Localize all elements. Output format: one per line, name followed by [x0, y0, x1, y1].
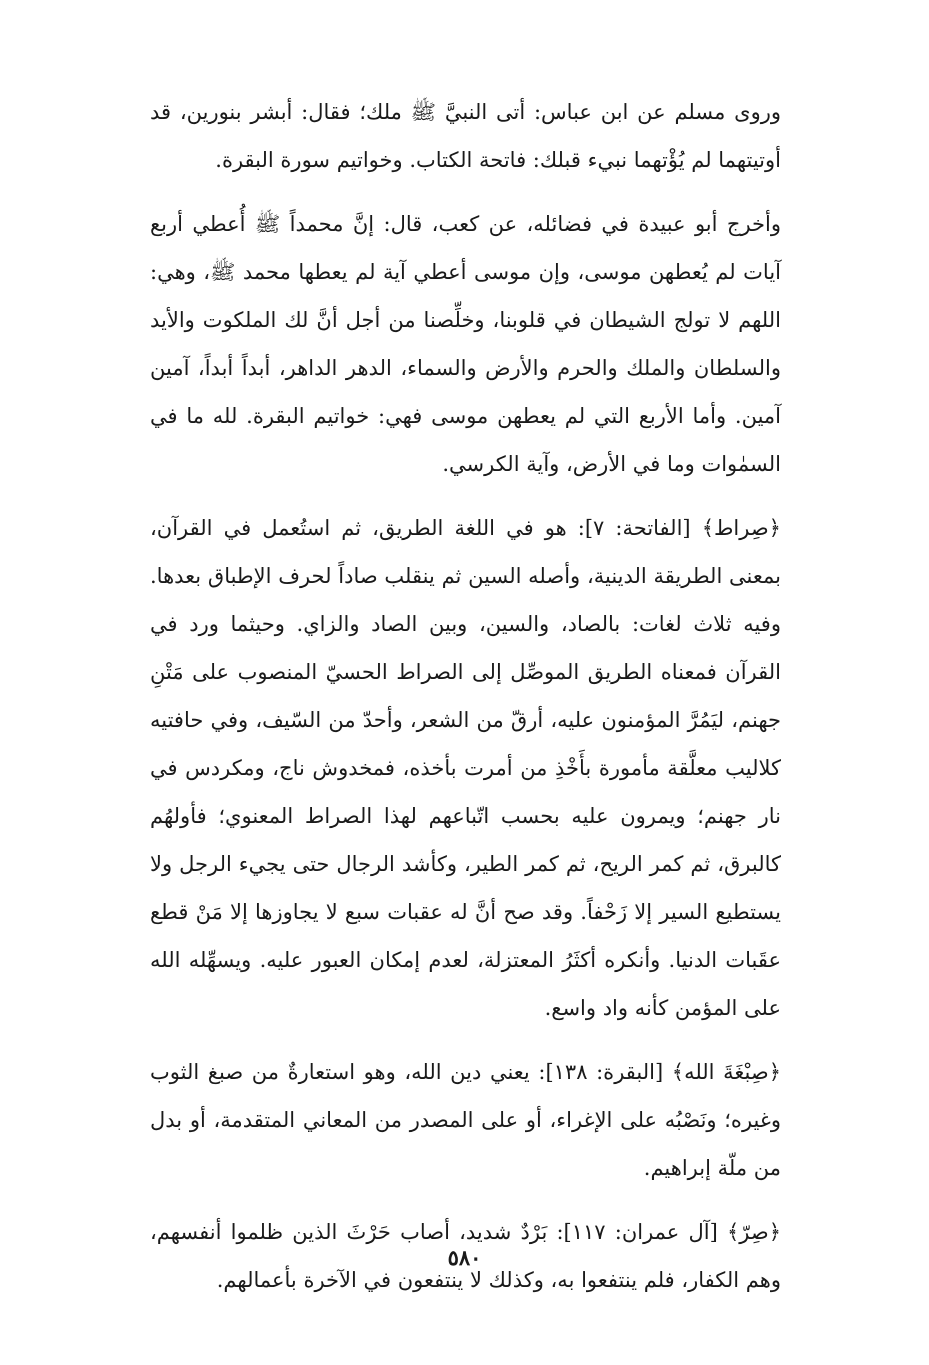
paragraph-sirat: ﴿صِراط﴾ [الفاتحة: ٧]: هو في اللغة الطريق، ثم استُعمل في القرآن، بمعنى الطريقة الدينية، وأصله السين ثم ينقلب صاداً لحرف الإطباق بعدها. وفيه ثلاث لغات: بالصاد، والسين، وبين الصاد والزاي. وحيثما ورد في القرآن فمعناه الطريق الموصِّل إلى الصراط الحسيّ المنصوب على مَتْنِ جهنم، ليَمُرَّ المؤمنون عليه، أرقّ من الشعر، وأحدّ من السّيف، وفي حافتيه كلاليب معلَّقة مأمورة بأَخْذِ من أمرت بأخذه، فمخدوش ناج، ومكردس في نار جهنم؛ ويمرون عليه بحسب اتّباعهم لهذا الصراط المعنوي؛ فأولهُم كالبرق، ثم كمر الريح، ثم كمر الطير، وكأشد الرجال حتى يجيء الرجل ولا يستطيع السير إلا زَحْفاً. وقد صح أنَّ له عقبات سبع لا يجاوزها إلا مَنْ قطع عقَبات الدنيا. وأنكره أكثَرُ المعتزلة، لعدم إمكان العبور عليه. ويسهِّله الله على المؤمن كأنه واد واسع. [150, 516, 781, 1020]
paragraph-sibghat-allah: ﴿صِبْغَةَ الله﴾ [البقرة: ١٣٨]: يعني دين الله، وهو استعارةٌ من صبغ الثوب وغيره؛ ونَصْبُه على الإغراء، أو على المصدر من المعاني المتقدمة، أو بدل من ملّة إبراهيم. [150, 1060, 781, 1180]
paragraph-hadith-muslim: وروى مسلم عن ابن عباس: أتى النبيَّ ﷺ ملك؛ فقال: أبشر بنورين، قد أوتيتهما لم يُؤْتهما نبيء قبلك: فاتحة الكتاب. وخواتيم سورة البقرة. [150, 100, 781, 172]
paragraph-sirr: ﴿صِرّ﴾ [آل عمران: ١١٧]: بَرْدٌ شديد، أصاب حَرْثَ الذين ظلموا أنفسهم، وهم الكفار، فلم ينتفعوا به، وكذلك لا ينتفعون في الآخرة بأعمالهم. [150, 1220, 781, 1292]
page-number: ٥٨٠ [447, 1245, 482, 1270]
paragraph-abu-ubaida: وأخرج أبو عبيدة في فضائله، عن كعب، قال: إنَّ محمداً ﷺ أُعطي أربع آيات لم يُعطهن موسى، وإن موسى أعطي آية لم يعطها محمد ﷺ، وهي: اللهم لا تولج الشيطان في قلوبنا، وخلِّصنا من أجل أنَّ لك الملكوت والأيد والسلطان والملك والحرم والأرض والسماء، الدهر الداهر، أبداً أبداً، آمين آمين. وأما الأربع التي لم يعطهن موسى فهي: خواتيم البقرة. لله ما في السمٰوات وما في الأرض، وآية الكرسي. [150, 212, 781, 476]
body-text [150, 88, 781, 1304]
